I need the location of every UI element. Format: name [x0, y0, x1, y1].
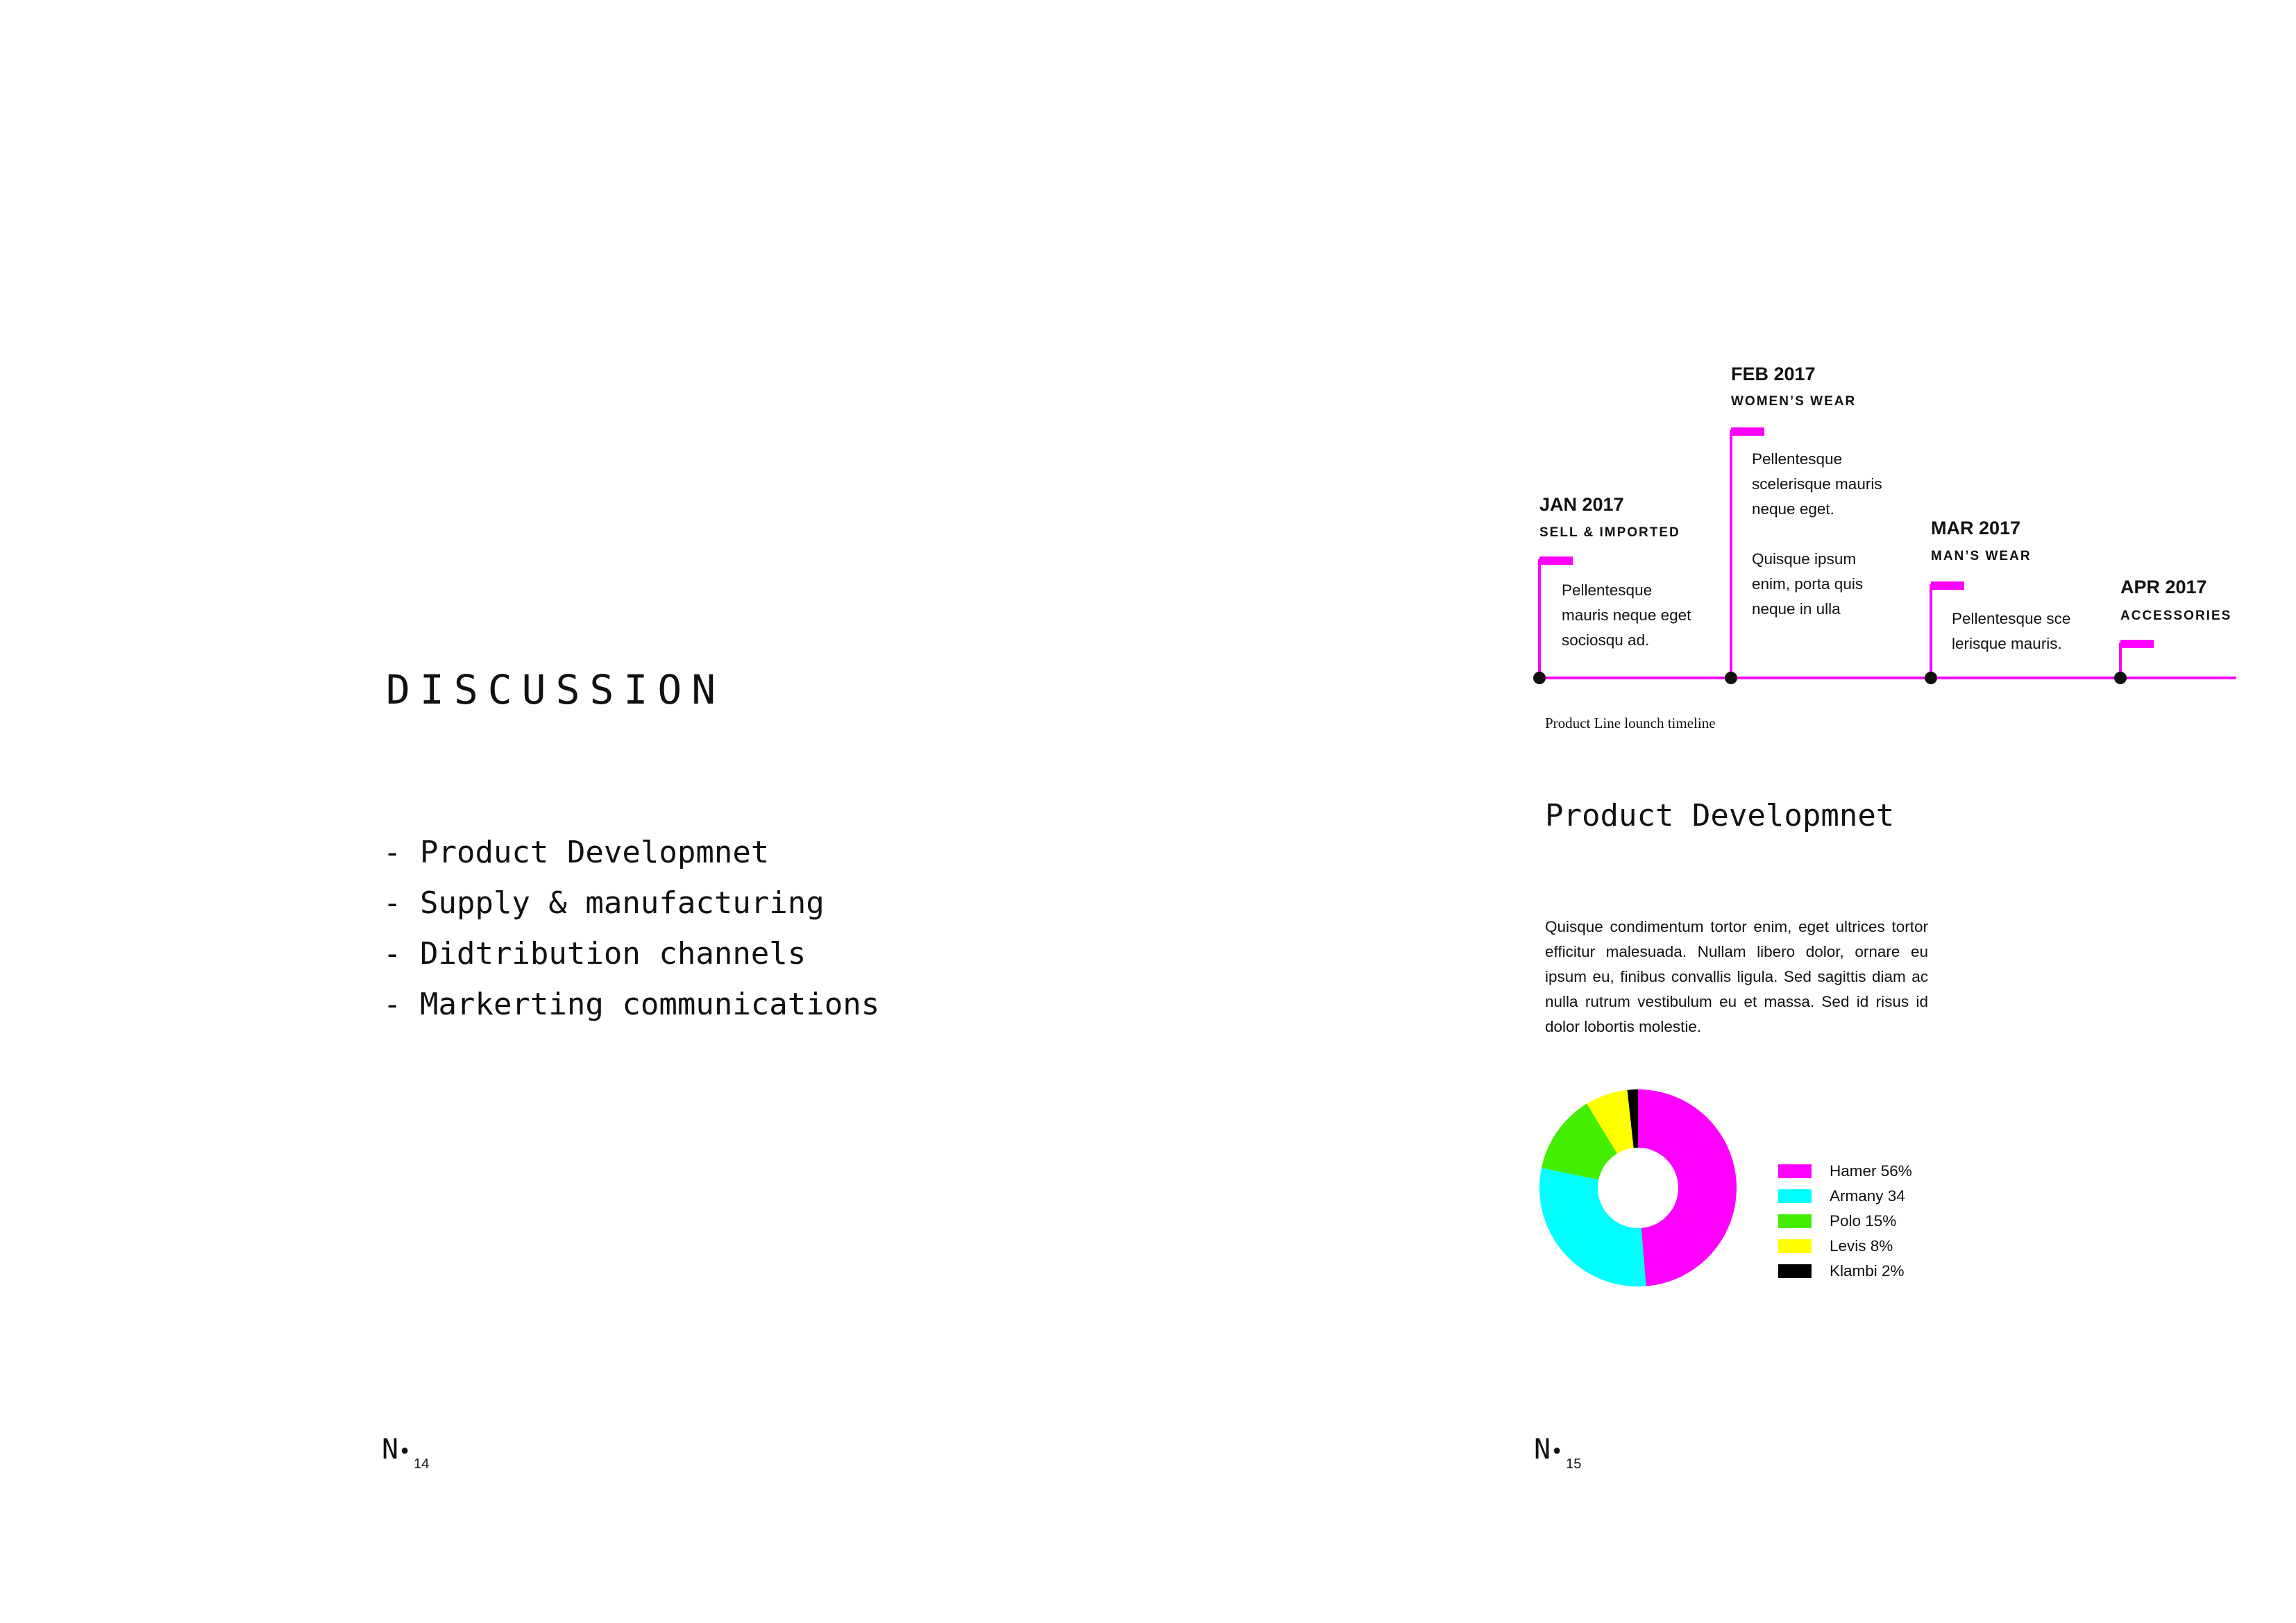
page-prefix: N [1534, 1434, 1551, 1465]
timeline-category: SELL & IMPORTED [1539, 525, 1680, 540]
list-item: - Didtribution channels [383, 936, 807, 971]
timeline-flag [2120, 640, 2154, 648]
legend-label: Levis 8% [1830, 1237, 1893, 1255]
timeline-date: APR 2017 [2120, 577, 2207, 597]
timeline-category: ACCESSORIES [2120, 609, 2232, 623]
timeline-dot [1533, 672, 1546, 684]
list-item: - Markerting communications [383, 987, 880, 1022]
legend-swatch [1778, 1164, 1812, 1178]
page-number-value: 15 [1566, 1456, 1582, 1472]
chart-legend [1778, 1159, 1912, 1284]
timeline-date: FEB 2017 [1731, 364, 1816, 384]
list-item: - Product Developmnet [383, 835, 770, 870]
page-dot: • [398, 1440, 412, 1464]
list-item: - Supply & manufacturing [383, 885, 825, 921]
legend-item [1778, 1184, 1912, 1209]
timeline-date: JAN 2017 [1539, 494, 1624, 515]
page-prefix: N [382, 1434, 399, 1465]
legend-label: Hamer 56% [1830, 1162, 1912, 1180]
timeline-category: MAN’S WEAR [1931, 549, 2032, 563]
legend-item [1778, 1234, 1912, 1259]
timeline-description: Pellentesque sce lerisque mauris. [1952, 610, 2071, 652]
page-dot: • [1551, 1440, 1564, 1464]
donut-slice-hamer [1638, 1089, 1737, 1286]
legend-label: Klambi 2% [1830, 1262, 1905, 1280]
timeline-flag [1539, 556, 1573, 565]
timeline-dot [2114, 672, 2127, 684]
section-title: Product Developmnet [1545, 798, 1895, 833]
legend-swatch [1778, 1214, 1812, 1228]
timeline-flag [1931, 581, 1964, 590]
timeline-date: MAR 2017 [1931, 518, 2021, 538]
legend-swatch [1778, 1239, 1812, 1253]
page-number-value: 14 [414, 1456, 430, 1472]
timeline-description: Pellentesque scelerisque mauris neque eget. Quisque ipsum enim, porta quis neque in ulla [1752, 450, 1882, 618]
page-number-right [1534, 1434, 1581, 1472]
legend-item [1778, 1159, 1912, 1184]
legend-swatch [1778, 1189, 1812, 1203]
legend-label: Armany 34 [1830, 1187, 1905, 1205]
body-paragraph: Quisque condimentum tortor enim, eget ultrices tortor efficitur malesuada. Nullam libero dolor, ornare eu ipsum eu, finibus convallis ligula. Sed sagittis diam ac nulla rutrum vestibulum eu et massa. Sed id risus id dolor lobortis molestie. [1545, 918, 1928, 1035]
donut-slice-armany [1539, 1168, 1646, 1286]
page-title: DISCUSSION [386, 666, 726, 713]
timeline-flag [1731, 427, 1764, 436]
legend-item [1778, 1209, 1912, 1234]
legend-swatch [1778, 1264, 1812, 1278]
timeline-caption: Product Line lounch timeline [1545, 715, 1716, 731]
legend-label: Polo 15% [1830, 1212, 1897, 1230]
timeline-dot [1725, 672, 1737, 684]
legend-item [1778, 1259, 1912, 1284]
timeline-category: WOMEN’S WEAR [1731, 394, 1857, 409]
donut-chart [1535, 1085, 1741, 1291]
timeline-description: Pellentesque mauris neque eget sociosqu ad. [1562, 581, 1691, 649]
timeline-dot [1925, 672, 1937, 684]
